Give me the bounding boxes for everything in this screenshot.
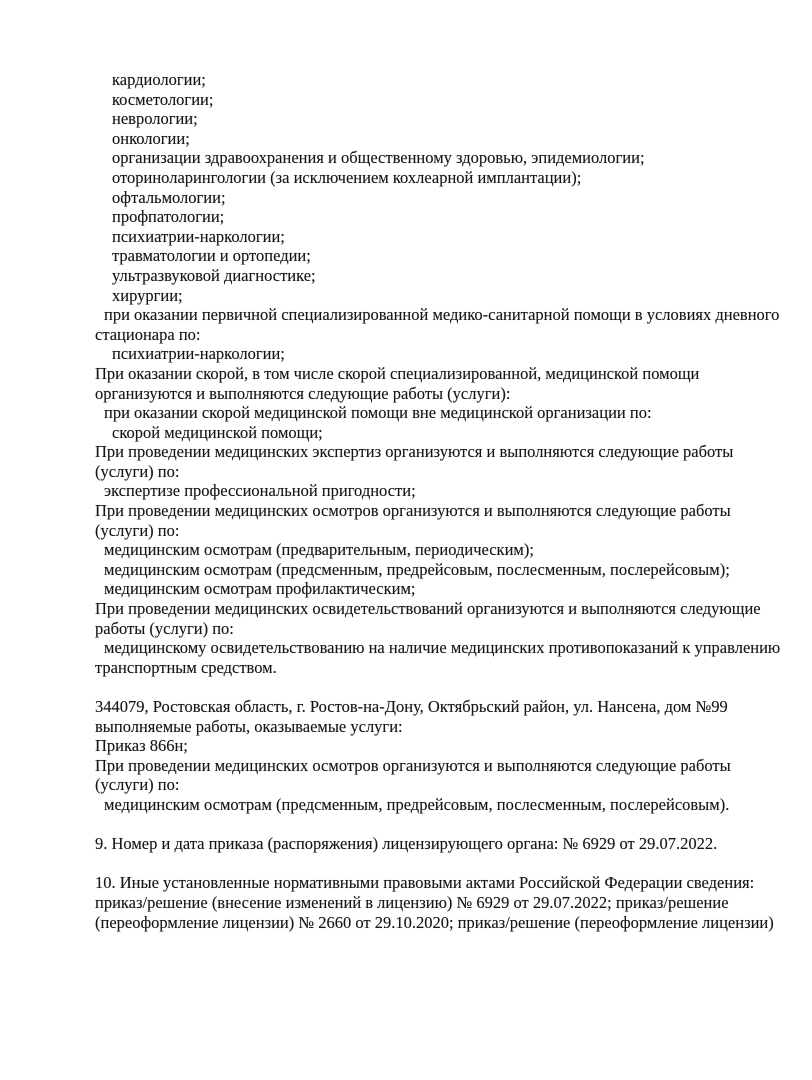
text-line: медицинским осмотрам (предсменным, предрейсовым, послесменным, послерейсовым); (104, 559, 730, 579)
text-line: организуются и выполняются следующие работы (услуги): (95, 383, 511, 403)
text-line: травматологии и ортопедии; (112, 246, 311, 266)
text-line: организации здравоохранения и общественному здоровью, эпидемиологии; (112, 148, 645, 168)
text-line: профпатологии; (112, 207, 225, 227)
text-line: неврологии; (112, 109, 198, 129)
blank-line (95, 677, 784, 697)
text-line: при оказании скорой медицинской помощи вне медицинской организации по: (104, 403, 652, 423)
text-line: выполняемые работы, оказываемые услуги: (95, 716, 403, 736)
text-line: психиатрии-наркологии; (112, 344, 285, 364)
text-line: (услуги) по: (95, 461, 180, 481)
text-line: при оказании первичной специализированной медико-санитарной помощи в условиях дневного (104, 305, 780, 325)
text-line: 9. Номер и дата приказа (распоряжения) лицензирующего органа: № 6929 от 29.07.2022. (95, 834, 718, 854)
text-line: кардиологии; (112, 70, 206, 89)
text-line: приказ/решение (внесение изменений в лицензию) № 6929 от 29.07.2022; приказ/решение (95, 892, 729, 912)
text-line: При проведении медицинских экспертиз организуются и выполняются следующие работы (95, 442, 734, 462)
text-line: (переоформление лицензии) № 2660 от 29.10.2020; приказ/решение (переоформление лицензии) (95, 912, 774, 932)
text-line: (услуги) по: (95, 520, 180, 540)
text-line: При проведении медицинских осмотров организуются и выполняются следующие работы (95, 501, 731, 521)
blank-line (95, 815, 784, 835)
text-line: ультразвуковой диагностике; (112, 265, 316, 285)
text-line: стационара по: (95, 324, 201, 344)
text-line: психиатрии-наркологии; (112, 226, 285, 246)
text-line: (услуги) по: (95, 775, 180, 795)
blank-line (95, 854, 784, 874)
text-line: работы (услуги) по: (95, 618, 234, 638)
text-line: 10. Иные установленные нормативными правовыми актами Российской Федерации сведения: (95, 873, 755, 893)
text-line: оториноларингологии (за исключением кохлеарной имплантации); (112, 167, 582, 187)
text-line: экспертизе профессиональной пригодности; (104, 481, 416, 501)
text-line: При проведении медицинских осмотров организуются и выполняются следующие работы (95, 755, 731, 775)
text-line: офтальмологии; (112, 187, 226, 207)
text-line: При оказании скорой, в том числе скорой специализированной, медицинской помощи (95, 363, 700, 383)
text-line: транспортным средством. (95, 657, 277, 677)
text-line: 344079, Ростовская область, г. Ростов-на-Дону, Октябрьский район, ул. Нансена, дом №99 (95, 697, 728, 716)
text-line: медицинским осмотрам профилактическим; (104, 579, 416, 599)
text-line: хирургии; (112, 285, 183, 305)
text-line: скорой медицинской помощи; (112, 422, 323, 442)
text-line: При проведении медицинских освидетельствований организуются и выполняются следующие (95, 599, 761, 619)
text-line: медицинским осмотрам (предварительным, периодическим); (104, 540, 534, 560)
text-line: медицинским осмотрам (предсменным, предрейсовым, послесменным, послерейсовым). (104, 794, 730, 814)
text-line: Приказ 866н; (95, 736, 188, 756)
text-line: медицинскому освидетельствованию на наличие медицинских противопоказаний к управлению (104, 638, 781, 658)
text-line: онкологии; (112, 128, 190, 148)
text-line: косметологии; (112, 89, 214, 109)
